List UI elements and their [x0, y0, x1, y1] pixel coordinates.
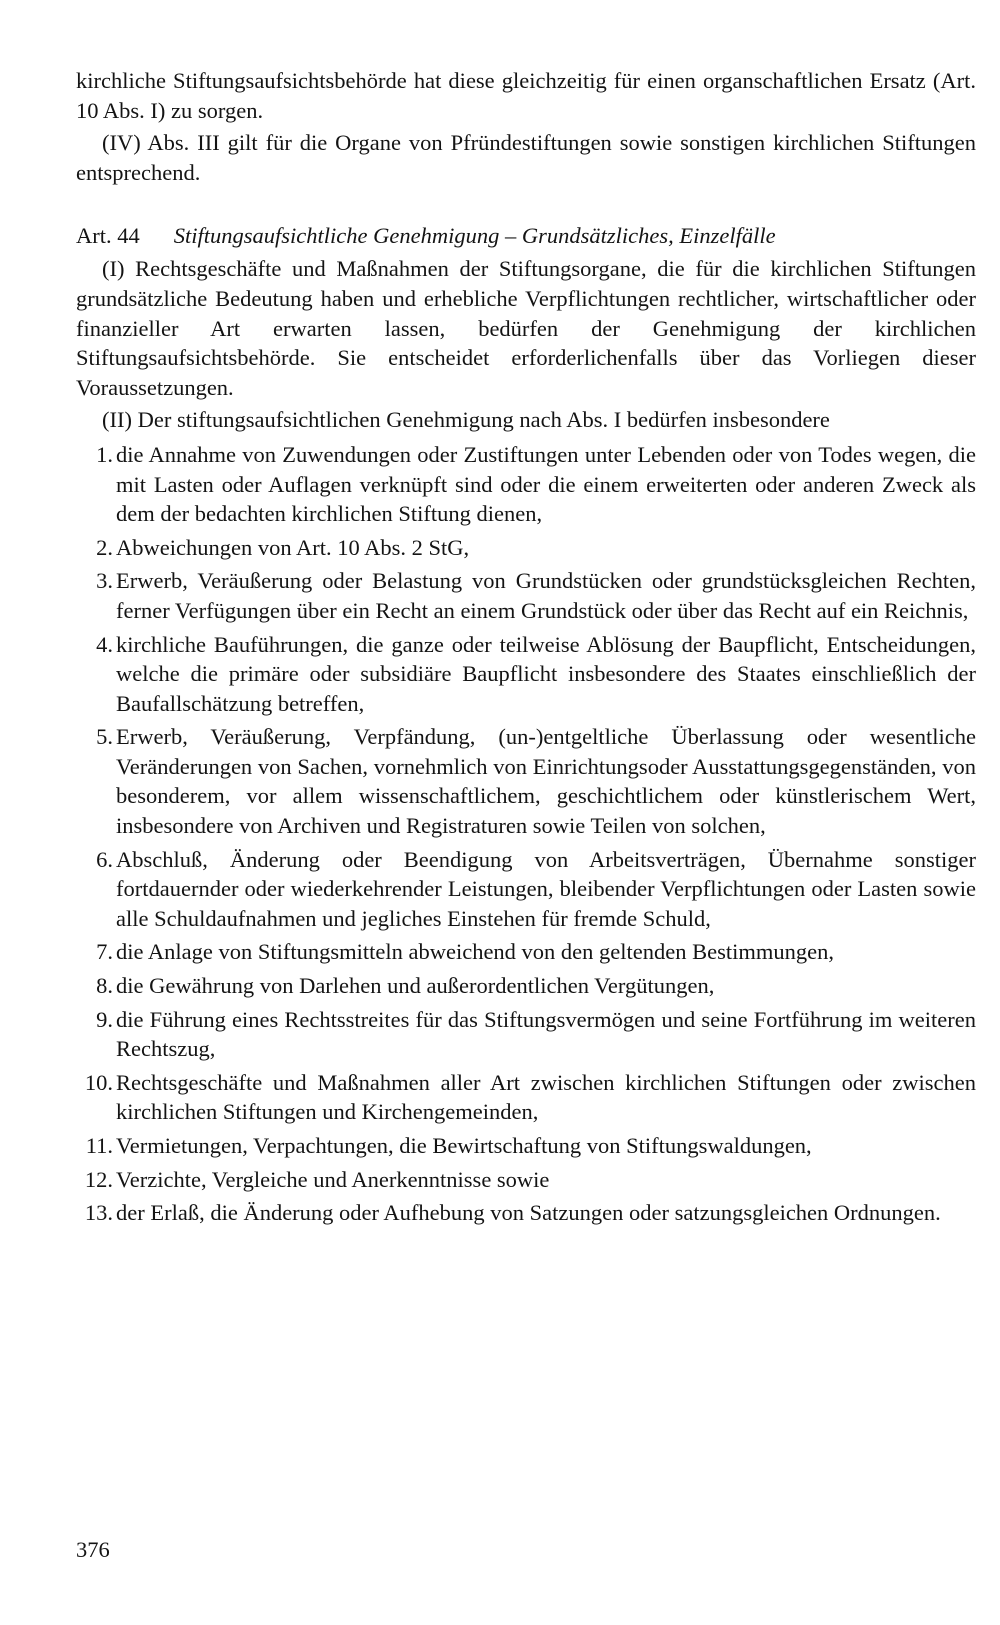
- list-item-number: 10.: [84, 1069, 113, 1095]
- list-item-text: der Erlaß, die Änderung oder Aufhebung von Satzungen oder satzungsgleichen Ordnungen.: [116, 1200, 941, 1226]
- article-heading: [76, 221, 976, 251]
- paragraph-2: (II) Der stiftungsaufsichtlichen Genehmigung nach Abs. I bedürfen insbesondere: [102, 407, 830, 433]
- list-item: [76, 630, 976, 719]
- list-item-text: Vermietungen, Verpachtungen, die Bewirtschaftung von Stiftungswaldungen,: [116, 1133, 812, 1158]
- list-item: [76, 1198, 976, 1228]
- list-item-text: Erwerb, Veräußerung, Verpfändung, (un-)entgeltliche Überlassung oder wesentliche Veränderungen von Sachen, vornehmlich von Einrichtungsoder Ausstattungsgegenständen, von besonderem, vor allem wissenschaftlichem, geschichtlichem oder künstlerischem Wert, insbesondere von Archiven und Registraturen sowie Teilen von solchen,: [116, 724, 976, 839]
- list-item-number: 6.: [96, 846, 113, 872]
- list-item-number: 13.: [84, 1200, 113, 1226]
- list-item-text: die Annahme von Zuwendungen oder Zustiftungen unter Lebenden oder von Todes wegen, die mit Lasten oder Auflagen verknüpft sind oder die einem erweiterten oder anderen Zweck als dem der bedachten kirchlichen Stiftung dienen,: [116, 441, 976, 527]
- list-item: [76, 566, 976, 625]
- list-item-text: Verzichte, Vergleiche und Anerkenntnisse sowie: [116, 1166, 550, 1192]
- list-item: [76, 1005, 976, 1064]
- list-item: [76, 533, 976, 563]
- list-item: [76, 722, 976, 840]
- list-item-number: 11.: [85, 1133, 113, 1158]
- list-item: [76, 440, 976, 529]
- list-item-text: Abschluß, Änderung oder Beendigung von Arbeitsverträgen, Übernahme sonstiger fortdauernder oder wiederkehrender Leistungen, bleibender Verpflichtungen oder Lasten sowie alle Schuldaufnahmen und jegliches Einstehen für fremde Schuld,: [116, 846, 976, 931]
- list-item-number: 9.: [96, 1006, 113, 1032]
- list-item-number: 12.: [84, 1166, 113, 1192]
- article-title: Stiftungsaufsichtliche Genehmigung – Grundsätzliches, Einzelfälle: [173, 223, 776, 249]
- list-item-text: die Anlage von Stiftungsmitteln abweichend von den geltenden Bestimmungen,: [116, 939, 834, 965]
- list-item-number: 2.: [96, 534, 113, 560]
- list-item-number: 1.: [96, 441, 113, 467]
- document-page: [76, 66, 976, 1232]
- list-item: [76, 971, 976, 1001]
- intro-paragraph-iv: (IV) Abs. III gilt für die Organe von Pfründestiftungen sowie sonstigen kirchlichen Stiftungen entsprechend.: [76, 130, 976, 185]
- list-item: [76, 1131, 976, 1161]
- list-item-text: Abweichungen von Art. 10 Abs. 2 StG,: [116, 534, 470, 560]
- list-item-number: 7.: [96, 939, 113, 965]
- list-item: [76, 845, 976, 934]
- list-item: [76, 937, 976, 967]
- paragraph-1: (I) Rechtsgeschäfte und Maßnahmen der Stiftungsorgane, die für die kirchlichen Stiftungen grundsätzliche Bedeutung haben und erhebliche Verpflichtungen rechtlicher, wirtschaftlicher oder finanzieller Art erwarten lassen, bedürfen der Genehmigung der kirchlichen Stiftungsaufsichtsbehörde. Sie entscheidet erforderlichenfalls über das Vorliegen dieser Voraussetzungen.: [76, 256, 976, 400]
- list-item: [76, 1165, 976, 1195]
- list-item-number: 4.: [96, 631, 113, 657]
- enumerated-list: [76, 440, 976, 1228]
- list-item-text: die Gewährung von Darlehen und außerordentlichen Vergütungen,: [116, 973, 715, 999]
- article-number: Art. 44: [76, 223, 140, 249]
- list-item-text: Erwerb, Veräußerung oder Belastung von Grundstücken oder grundstücksgleichen Rechten, ferner Verfügungen über ein Recht an einem Grundstück oder über das Recht auf ein Reichnis,: [116, 568, 976, 623]
- list-item-text: Rechtsgeschäfte und Maßnahmen aller Art zwischen kirchlichen Stiftungen oder zwischen kirchlichen Stiftungen und Kirchengemeinden,: [116, 1069, 976, 1125]
- list-item-number: 3.: [96, 568, 113, 594]
- page-number: 376: [76, 1537, 110, 1562]
- list-item-number: 5.: [96, 724, 113, 750]
- list-item-number: 8.: [96, 973, 113, 999]
- list-item-text: die Führung eines Rechtsstreites für das Stiftungsvermögen und seine Fortführung im weiteren Rechtszug,: [116, 1006, 976, 1062]
- list-item-text: kirchliche Bauführungen, die ganze oder teilweise Ablösung der Baupflicht, Entscheidungen, welche die primäre oder subsidiäre Baupflicht insbesondere des Staates einschließlich der Baufallschätzung betreffen,: [116, 631, 976, 716]
- intro-continuation: kirchliche Stiftungsaufsichtsbehörde hat diese gleichzeitig für einen organschaftlichen Ersatz (Art. 10 Abs. I) zu sorgen.: [76, 68, 976, 123]
- list-item: [76, 1068, 976, 1127]
